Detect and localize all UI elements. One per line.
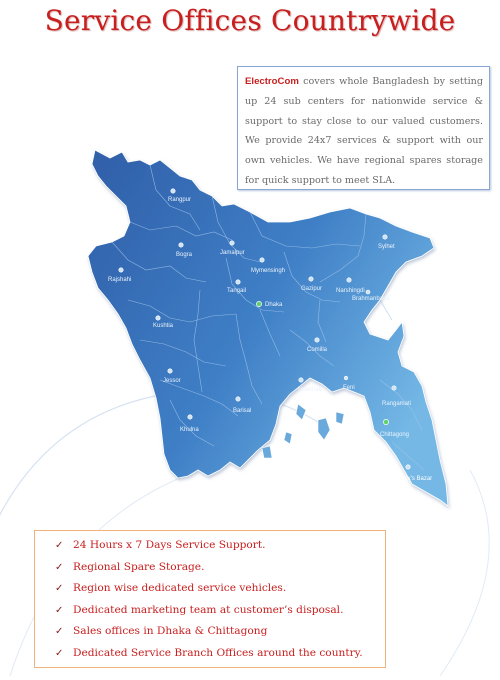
feature-list [34, 530, 386, 668]
city-label: Noakhali [298, 387, 322, 393]
city-label: Chittagong [380, 432, 410, 438]
check-icon: ✓ [55, 540, 64, 551]
check-icon: ✓ [55, 604, 64, 616]
check-icon: ✓ [55, 647, 64, 659]
list-item [55, 600, 385, 622]
list-item [55, 643, 385, 665]
city-label: Jamalpur [220, 250, 245, 256]
brand-name: ElectroCom [245, 76, 299, 87]
city-label: Cox's Bazar [400, 476, 433, 482]
city-label: Feni [343, 385, 355, 391]
intro-text: covers whole Bangladesh by setting up 24 sub centers for nationwide service & support to stay close to our valued customers. We provide 24x7 services & support with our own vehicles. We have regional spares storage for quick support to meet SLA. [245, 76, 483, 186]
feature-text: Region wise dedicated service vehicles. [73, 582, 287, 595]
feature-text: Dedicated marketing team at customer’s disposal. [73, 603, 344, 616]
city-label: Sylhet [378, 244, 395, 250]
city-label: Kushtia [153, 323, 174, 329]
city-label: Narshingdi [336, 288, 365, 294]
city-label: Khulna [180, 427, 199, 433]
feature-text: Dedicated Service Branch Offices around the country. [73, 646, 363, 659]
list-item [55, 578, 385, 600]
feature-text: Sales offices in Dhaka & Chittagong [73, 625, 268, 638]
city-label: Bogra [176, 252, 193, 258]
intro-box [237, 66, 490, 190]
city-label: Gazipur [301, 286, 323, 292]
feature-text: Regional Spare Storage. [73, 560, 205, 573]
city-label: Brahmanbaria [352, 296, 390, 302]
city-label: Mymensingh [251, 268, 286, 274]
list-item [55, 535, 385, 557]
city-label: Dhaka [265, 302, 283, 308]
feature-text: 24 Hours x 7 Days Service Support. [73, 539, 266, 551]
city-label: Barisal [233, 408, 252, 414]
list-item [55, 557, 385, 579]
list-item [55, 621, 385, 643]
city-label: Rangpur [168, 197, 192, 203]
page-title: Service Offices Countrywide [44, 4, 456, 37]
city-label: Comilla [307, 347, 328, 353]
check-icon: ✓ [55, 583, 64, 595]
check-icon: ✓ [55, 561, 64, 573]
check-icon: ✓ [55, 626, 64, 638]
city-label: Rangamati [382, 401, 412, 407]
city-label: Rajshahi [108, 277, 132, 283]
city-label: Jessor [163, 378, 181, 384]
city-label: Tangail [227, 288, 247, 294]
